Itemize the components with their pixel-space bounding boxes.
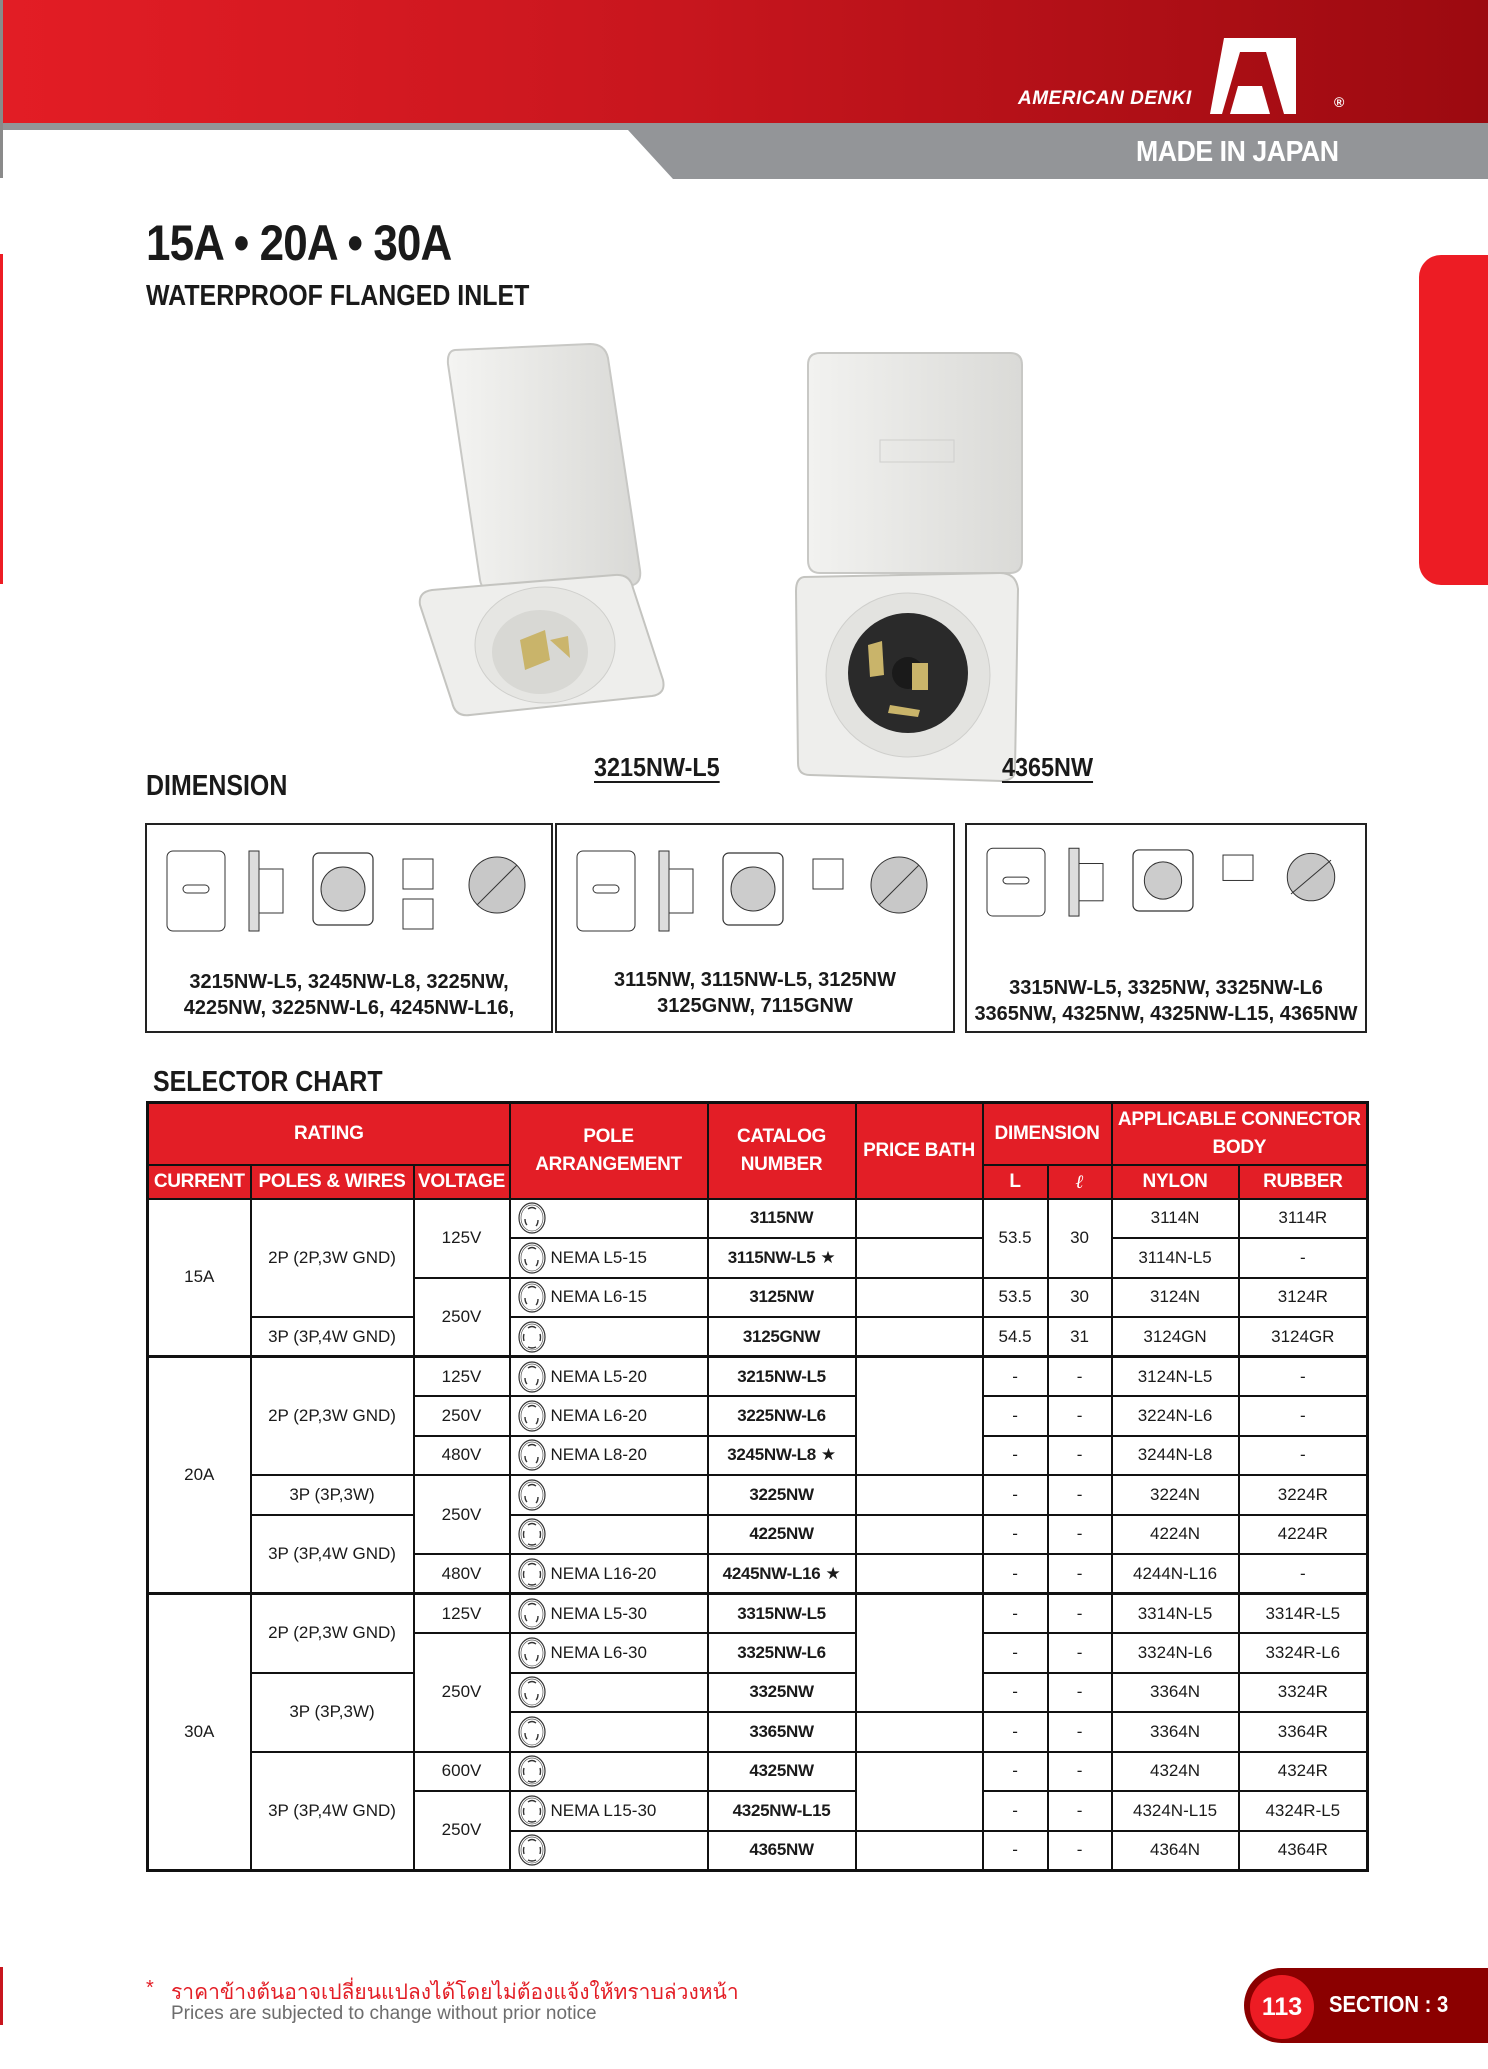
catalog-number: 3115NW [749,1208,814,1228]
page-subtitle: WATERPROOF FLANGED INLET [146,280,530,312]
header-poles-wires: POLES & WIRES [251,1165,414,1199]
dimension-heading: DIMENSION [146,770,288,802]
registered-mark: ® [1334,94,1345,110]
price-cell [856,1515,983,1555]
page-number: 113 [1250,1975,1314,2039]
rubber-cell: - [1239,1238,1368,1278]
catalog-number: 3365NW [749,1721,814,1741]
dimension-box-2 [555,823,955,1033]
footnote-english: Prices are subjected to change without prior notice [171,2003,597,2024]
voltage-cell: 125V [414,1594,510,1634]
pole-arrangement [517,1360,707,1394]
dim-L-cell: - [983,1436,1048,1476]
header-price: PRICE BATH [856,1103,983,1199]
locking-3-blade-receptacle-icon [517,1636,547,1670]
pole-arrangement [517,1675,707,1709]
pole-arrangement [517,1438,707,1472]
nema-type: NEMA L16-20 [550,1563,657,1583]
catalog-number: 3315NW-L5 [737,1603,826,1623]
dim-L-cell: - [983,1357,1048,1397]
table-row [148,1673,1368,1713]
header-rating: RATING [148,1103,510,1165]
section-label: SECTION : 3 [1329,1991,1449,2017]
dim-L-cell: - [983,1831,1048,1871]
dim-L-cell: - [983,1475,1048,1515]
catalog-number-cell [708,1673,856,1713]
left-accent-bar [0,254,3,584]
nylon-cell: 3244N-L8 [1112,1436,1239,1476]
pole-arrangement [517,1636,707,1670]
catalog-number: 3325NW [749,1682,814,1702]
pole-arrangement-cell [510,1554,708,1594]
locking-3-blade-receptacle-icon [517,1715,547,1749]
rubber-cell: 3124R [1239,1278,1368,1318]
catalog-number: 3125NW [749,1287,814,1307]
dim-l-cell: - [1048,1633,1112,1673]
table-row [148,1515,1368,1555]
locking-3-blade-receptacle-icon [517,1597,547,1631]
american-denki-logo-icon [1210,38,1296,114]
catalog-number-cell [708,1278,856,1318]
price-cell [856,1475,983,1515]
poles-wires-cell: 2P (2P,3W GND) [251,1594,414,1673]
nylon-cell: 3124N [1112,1278,1239,1318]
table-row [148,1357,1368,1397]
dim-l-cell: 31 [1048,1317,1112,1357]
nema-type: NEMA L15-30 [550,1800,657,1820]
catalog-number: 4225NW [749,1524,814,1544]
price-cell [856,1554,983,1594]
nylon-cell: 3124N-L5 [1112,1357,1239,1397]
pole-arrangement [517,1201,707,1235]
catalog-number-cell [708,1831,856,1871]
pole-arrangement-cell [510,1594,708,1634]
nylon-cell: 4244N-L16 [1112,1554,1239,1594]
current-cell: 20A [148,1357,251,1594]
locking-3-blade-receptacle-icon [517,1438,547,1472]
dimension-box-3 [965,823,1367,1033]
star-icon: ★ [820,1247,836,1268]
rubber-cell: - [1239,1396,1368,1436]
dim-l-cell: - [1048,1831,1112,1871]
rubber-cell: 4324R [1239,1752,1368,1792]
dim-l-cell: - [1048,1791,1112,1831]
dim-l-cell: - [1048,1554,1112,1594]
selector-chart-heading: SELECTOR CHART [153,1066,383,1098]
rubber-cell: 3314R-L5 [1239,1594,1368,1634]
poles-wires-cell: 2P (2P,3W GND) [251,1199,414,1318]
price-cell [856,1278,983,1318]
nema-type: NEMA L5-15 [550,1247,647,1267]
pole-arrangement-cell [510,1396,708,1436]
current-cell: 30A [148,1594,251,1871]
pole-arrangement [517,1478,707,1512]
dim-l-cell: - [1048,1673,1112,1713]
voltage-cell: 480V [414,1554,510,1594]
price-cell [856,1238,983,1278]
catalog-number-cell [708,1633,856,1673]
voltage-cell: 125V [414,1199,510,1278]
side-view [659,851,669,931]
side-view [249,851,259,931]
dim-L-cell: - [983,1396,1048,1436]
poles-wires-cell: 3P (3P,4W GND) [251,1752,414,1871]
dimension-drawing-1 [153,833,549,951]
nylon-cell: 3114N-L5 [1112,1238,1239,1278]
dim-L-cell: - [983,1712,1048,1752]
voltage-cell: 250V [414,1633,510,1752]
price-cell [856,1357,983,1476]
pole-arrangement [517,1517,707,1551]
pole-arrangement-cell [510,1673,708,1713]
dimension-caption-3: 3315NW-L5, 3325NW, 3325NW-L6 3365NW, 4325NW, 4325NW-L15, 4365NW [974,977,1358,1025]
rubber-cell: 3324R-L6 [1239,1633,1368,1673]
voltage-cell: 480V [414,1436,510,1476]
nylon-cell: 3364N [1112,1712,1239,1752]
voltage-cell: 600V [414,1752,510,1792]
footnote-thai: ราคาข้างต้นอาจเปลี่ยนแปลงได้โดยไม่ต้องแจ้งให้ทราบล่วงหน้า [171,1980,739,2004]
poles-wires-cell: 3P (3P,3W) [251,1673,414,1752]
catalog-number-cell [708,1594,856,1634]
locking-3-blade-receptacle-icon [517,1241,547,1275]
dim-L-cell: 53.5 [983,1278,1048,1318]
table-row [148,1594,1368,1634]
pole-arrangement-cell [510,1238,708,1278]
rubber-cell: 4364R [1239,1831,1368,1871]
left-accent-bar-bottom [0,1967,3,2025]
rubber-cell: - [1239,1357,1368,1397]
locking-4-blade-receptacle-icon [517,1320,547,1354]
voltage-cell: 125V [414,1357,510,1397]
catalog-number: 3325NW-L6 [737,1642,826,1662]
price-cell [856,1831,983,1871]
pole-arrangement-cell [510,1357,708,1397]
table-row [148,1199,1368,1239]
catalog-number-cell [708,1357,856,1397]
header-current: CURRENT [148,1165,251,1199]
voltage-cell: 250V [414,1475,510,1554]
nema-type: NEMA L5-30 [550,1603,647,1623]
nema-type: NEMA L6-20 [550,1405,647,1425]
rubber-cell: 3364R [1239,1712,1368,1752]
locking-4-blade-receptacle-icon [517,1517,547,1551]
footnote-asterisk: * [146,1977,154,1999]
nema-type: NEMA L8-20 [550,1445,647,1465]
rubber-cell: 3324R [1239,1673,1368,1713]
side-view [1069,848,1079,916]
pole-arrangement-cell [510,1475,708,1515]
dim-L-cell: - [983,1594,1048,1634]
rubber-cell: 3224R [1239,1475,1368,1515]
locking-4-blade-receptacle-icon [517,1833,547,1867]
voltage-cell: 250V [414,1791,510,1870]
table-row [148,1752,1368,1792]
product-photo-3215nw-l5 [400,340,680,730]
catalog-number-cell [708,1712,856,1752]
dim-L-cell: 53.5 [983,1199,1048,1278]
header-voltage: VOLTAGE [414,1165,510,1199]
header-nylon: NYLON [1112,1165,1239,1199]
pole-arrangement-cell [510,1712,708,1752]
locking-3-blade-receptacle-icon [517,1201,547,1235]
nylon-cell: 3364N [1112,1673,1239,1713]
nylon-cell: 4364N [1112,1831,1239,1871]
pole-arrangement [517,1399,707,1433]
pole-arrangement [517,1557,707,1591]
dim-L-cell: - [983,1633,1048,1673]
dimension-caption-1: 3215NW-L5, 3245NW-L8, 3225NW, 4225NW, 3225NW-L6, 4245NW-L16, [183,971,515,1019]
catalog-number-cell [708,1199,856,1239]
product-photo-4365nw [790,345,1050,785]
pole-arrangement [517,1241,707,1275]
rubber-cell: - [1239,1554,1368,1594]
star-icon: ★ [825,1563,841,1584]
pole-arrangement-cell [510,1831,708,1871]
locking-3-blade-receptacle-icon [517,1478,547,1512]
catalog-number: 4245NW-L16 [722,1563,821,1583]
header-dim-L: L [983,1165,1048,1199]
catalog-number: 3125GNW [742,1326,821,1346]
catalog-number: 4325NW-L15 [732,1800,831,1820]
price-cell [856,1712,983,1752]
pole-arrangement [517,1320,707,1354]
locking-3-blade-receptacle-icon [517,1675,547,1709]
locking-3-blade-receptacle-icon [517,1280,547,1314]
nylon-cell: 3124GN [1112,1317,1239,1357]
plug-profile [1223,855,1253,880]
rubber-cell: 3114R [1239,1199,1368,1239]
pole-arrangement-cell [510,1752,708,1792]
pole-arrangement-cell [510,1515,708,1555]
catalog-number-cell [708,1752,856,1792]
price-cell [856,1199,983,1239]
catalog-number-cell [708,1436,856,1476]
left-edge-line [0,0,3,178]
catalog-number-cell [708,1554,856,1594]
catalog-number: 4365NW [749,1840,814,1859]
nema-type: NEMA L5-20 [550,1366,647,1386]
nylon-cell: 4224N [1112,1515,1239,1555]
header-catalog-number: CATALOG NUMBER [708,1103,856,1199]
dim-l-cell: - [1048,1712,1112,1752]
catalog-number: 3215NW-L5 [737,1366,826,1386]
nylon-cell: 3314N-L5 [1112,1594,1239,1634]
section-side-tab [1419,255,1488,585]
pole-arrangement [517,1754,707,1788]
rubber-cell: 3124GR [1239,1317,1368,1357]
header-connector-body: APPLICABLE CONNECTOR BODY [1112,1103,1368,1165]
front-view [167,851,225,931]
dimension-box-1 [145,823,553,1033]
brand-name: AMERICAN DENKI [1018,88,1192,109]
dim-l-cell: - [1048,1752,1112,1792]
nylon-cell: 4324N [1112,1752,1239,1792]
dim-l-cell: 30 [1048,1199,1112,1278]
catalog-number: 3225NW-L6 [737,1405,826,1425]
dim-L-cell: 54.5 [983,1317,1048,1357]
catalog-number-cell [708,1475,856,1515]
table-row [148,1317,1368,1357]
selector-table [146,1101,1369,1872]
rubber-cell: 4324R-L5 [1239,1791,1368,1831]
header-pole-arrangement: POLE ARRANGEMENT [510,1103,708,1199]
dim-l-cell: - [1048,1475,1112,1515]
price-cell [856,1594,983,1713]
front-view [577,851,635,931]
catalog-number-cell [708,1396,856,1436]
dim-l-cell: - [1048,1594,1112,1634]
catalog-number: 4325NW [749,1761,814,1781]
nema-type: NEMA L6-15 [550,1287,647,1307]
poles-wires-cell: 3P (3P,3W) [251,1475,414,1515]
rubber-cell: 4224R [1239,1515,1368,1555]
catalog-number: 3225NW [749,1484,814,1504]
voltage-cell: 250V [414,1396,510,1436]
page-title: 15A • 20A • 30A [146,215,452,271]
current-cell: 15A [148,1199,251,1357]
nylon-cell: 3324N-L6 [1112,1633,1239,1673]
nylon-cell: 3114N [1112,1199,1239,1239]
plug-profile [813,859,843,889]
dim-L-cell: - [983,1554,1048,1594]
locking-4-blade-receptacle-icon [517,1557,547,1591]
locking-4-blade-receptacle-icon [517,1754,547,1788]
dim-l-cell: - [1048,1396,1112,1436]
locking-3-blade-receptacle-icon [517,1360,547,1394]
dimension-caption-2: 3115NW, 3115NW-L5, 3125NW 3125GNW, 7115GNW [614,969,896,1017]
made-in-japan: MADE IN JAPAN [1136,136,1339,168]
pole-arrangement-cell [510,1436,708,1476]
nylon-cell: 4324N-L15 [1112,1791,1239,1831]
dim-L-cell: - [983,1673,1048,1713]
product-label-2: 4365NW [1002,752,1094,782]
dim-L-cell: - [983,1515,1048,1555]
header-dim-l: ℓ [1048,1165,1112,1199]
plug-profile [403,859,433,889]
catalog-number-cell [708,1317,856,1357]
catalog-number-cell [708,1515,856,1555]
dim-L-cell: - [983,1791,1048,1831]
poles-wires-cell: 3P (3P,4W GND) [251,1515,414,1594]
catalog-number-cell [708,1791,856,1831]
pole-arrangement [517,1715,707,1749]
dim-l-cell: - [1048,1436,1112,1476]
pole-arrangement-cell [510,1633,708,1673]
pole-arrangement-cell [510,1278,708,1318]
dimension-drawing-2 [563,833,951,951]
catalog-number: 3245NW-L8 [727,1445,816,1465]
front-view [987,848,1045,916]
locking-4-blade-receptacle-icon [517,1794,547,1828]
dim-l-cell: - [1048,1357,1112,1397]
nema-type: NEMA L6-30 [550,1642,647,1662]
pole-arrangement-cell [510,1199,708,1239]
nylon-cell: 3224N [1112,1475,1239,1515]
price-cell [856,1317,983,1357]
product-label-1: 3215NW-L5 [594,752,720,782]
poles-wires-cell: 3P (3P,4W GND) [251,1317,414,1357]
pole-arrangement [517,1597,707,1631]
pole-arrangement [517,1833,707,1867]
dim-L-cell: - [983,1752,1048,1792]
pole-arrangement [517,1280,707,1314]
pole-arrangement-cell [510,1317,708,1357]
dimension-drawing-3 [973,833,1363,933]
nylon-cell: 3224N-L6 [1112,1396,1239,1436]
voltage-cell: 250V [414,1278,510,1357]
poles-wires-cell: 2P (2P,3W GND) [251,1357,414,1476]
catalog-number: 3115NW-L5 [727,1247,816,1267]
header-rubber: RUBBER [1239,1165,1368,1199]
pole-arrangement [517,1794,707,1828]
dim-l-cell: 30 [1048,1278,1112,1318]
pole-arrangement-cell [510,1791,708,1831]
table-row [148,1475,1368,1515]
rubber-cell: - [1239,1436,1368,1476]
catalog-number-cell [708,1238,856,1278]
locking-3-blade-receptacle-icon [517,1399,547,1433]
header-dimension: DIMENSION [983,1103,1112,1165]
dim-l-cell: - [1048,1515,1112,1555]
star-icon: ★ [820,1445,836,1466]
price-cell [856,1752,983,1831]
